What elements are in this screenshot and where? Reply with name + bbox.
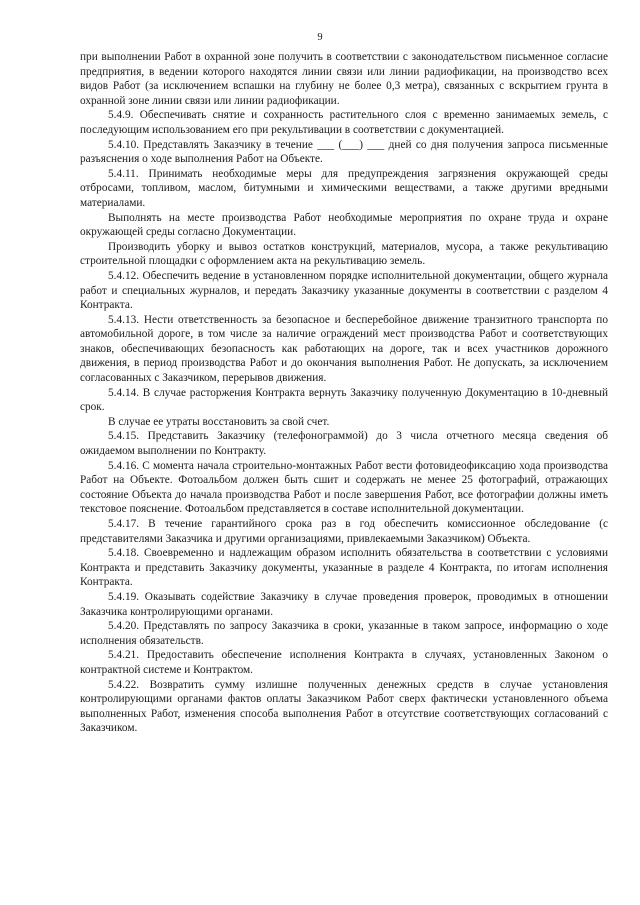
paragraph: 5.4.15. Представить Заказчику (телефонограммой) до 3 числа отчетного месяца сведения об ожидаемом выполнении по Контракту. bbox=[80, 430, 608, 458]
paragraph: 5.4.14. В случае расторжения Контракта вернуть Заказчику полученную Документацию в 10-дневный срок. bbox=[80, 386, 608, 414]
paragraph: 5.4.11. Принимать необходимые меры для предупреждения загрязнения окружающей среды отбросами, топливом, маслом, битумными и химическими веществами, а также другими вредными материалами. bbox=[80, 167, 608, 209]
paragraph: Выполнять на месте производства Работ необходимые мероприятия по охране труда и охране окружающей среды согласно Документации. bbox=[80, 211, 608, 239]
paragraph: 5.4.19. Оказывать содействие Заказчику в случае проведения проверок, проводимых в отношении Заказчика контролирующими органами. bbox=[80, 590, 608, 618]
paragraph: при выполнении Работ в охранной зоне получить в соответствии с законодательством письменное согласие предприятия, в ведении которого находятся линии связи или линии радиофикации, на производство всех видов Работ (за исключением вспашки на глубину не более 0,3 метра), связанных с вскрытием грунта в охранной зоне линии связи или линии радиофикации. bbox=[80, 51, 608, 107]
paragraph: 5.4.18. Своевременно и надлежащим образом исполнить обязательства в соответствии с условиями Контракта и представить Заказчику документы, указанные в разделе 4 Контракта, по итогам исполнения Контракта. bbox=[80, 547, 608, 589]
paragraph: 5.4.17. В течение гарантийного срока раз в год обеспечить комиссионное обследование (с представителями Заказчика и другими организациями, привлекаемыми Заказчиком) Объекта. bbox=[80, 518, 608, 545]
paragraph: Производить уборку и вывоз остатков конструкций, материалов, мусора, а также рекультивацию строительной площадки с оформлением акта на рекультивацию земель. bbox=[80, 240, 608, 268]
document-body bbox=[80, 50, 608, 736]
paragraph: 5.4.20. Представлять по запросу Заказчика в сроки, указанные в таком запросе, информацию о ходе исполнения обязательств. bbox=[80, 620, 608, 647]
paragraph: 5.4.9. Обеспечивать снятие и сохранность растительного слоя с временно занимаемых земель, с последующим использованием его при рекультивации в соответствии с документацией. bbox=[80, 109, 608, 136]
page-number: 9 bbox=[317, 32, 323, 43]
paragraph: 5.4.22. Возвратить сумму излишне полученных денежных средств в случае установления контролирующими органами фактов оплаты Заказчиком Работ сверх фактически установленного объема выполненных Работ, изменения способа выполнения Работ в отсутствие соответствующих согласований с Заказчиком. bbox=[80, 678, 608, 735]
paragraph: 5.4.21. Предоставить обеспечение исполнения Контракта в случаях, установленных Законом о контрактной системе и Контрактом. bbox=[80, 649, 608, 676]
paragraph: 5.4.10. Представлять Заказчику в течение ___ (___) ___ дней со дня получения запроса письменные разъяснения о ходе выполнения Работ на Объекте. bbox=[80, 138, 608, 166]
paragraph: 5.4.13. Нести ответственность за безопасное и бесперебойное движение транзитного транспорта по автомобильной дороге, в том числе за наличие ограждений мест производства Работ и соответствующих знаков, обеспечивающих безопасность как работающих на дороге, так и всех участников дорожного движения, в период производства Работ и до окончания выполнения Работ. Не допускать, за исключением согласованных с Заказчиком, перерывов движения. bbox=[80, 313, 608, 385]
paragraph: 5.4.16. С момента начала строительно-монтажных Работ вести фотовидеофиксацию хода производства Работ на Объекте. Фотоальбом должен быть сшит и содержать не менее 25 фотографий, отражающих состояние Объекта до начала производства Работ и после завершения Работ, все фотографии должны иметь текстовое пояснение. Фотоальбом представляется в составе исполнительной документации. bbox=[80, 459, 608, 516]
paragraph: В случае ее утраты восстановить за свой счет. bbox=[108, 415, 330, 428]
paragraph: 5.4.12. Обеспечить ведение в установленном порядке исполнительной документации, общего журнала работ и специальных журналов, и передать Заказчику указанные документы в соответствии с разделом 4 Контракта. bbox=[80, 269, 608, 312]
